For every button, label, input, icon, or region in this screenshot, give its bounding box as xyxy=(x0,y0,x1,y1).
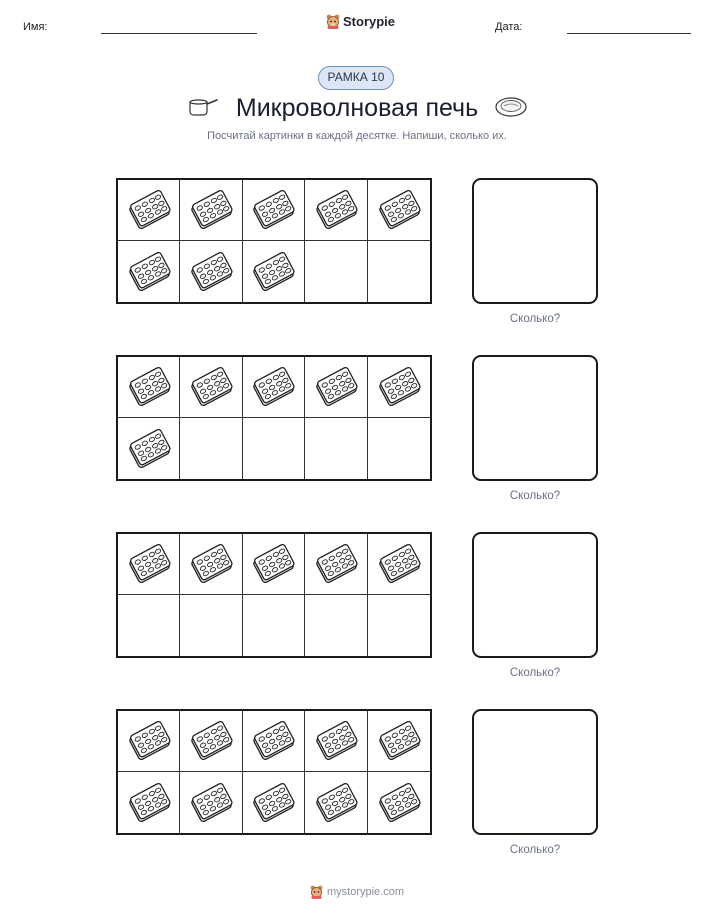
frame-cell xyxy=(118,534,180,595)
baking-tray-icon xyxy=(376,544,422,584)
frame-cell xyxy=(180,180,242,241)
frame-cell xyxy=(118,595,180,656)
frame-cell xyxy=(118,711,180,772)
frame-cell xyxy=(305,357,367,418)
answer-box-4[interactable] xyxy=(472,709,598,835)
baking-tray-icon xyxy=(376,783,422,823)
frame-cell xyxy=(305,241,367,302)
ten-frame-4 xyxy=(116,709,432,835)
baking-tray-icon xyxy=(313,190,359,230)
frame-cell xyxy=(180,241,242,302)
baking-tray-icon xyxy=(313,783,359,823)
frame-cell xyxy=(180,534,242,595)
frame-cell xyxy=(243,180,305,241)
ten-frame-2 xyxy=(116,355,432,481)
answer-label-2: Сколько? xyxy=(509,490,561,502)
frame-cell xyxy=(180,711,242,772)
baking-tray-icon xyxy=(126,190,172,230)
answer-label-1: Сколько? xyxy=(509,313,561,325)
footer xyxy=(0,884,714,899)
storypie-mascot-icon xyxy=(326,13,340,29)
baking-tray-icon xyxy=(250,721,296,761)
baking-tray-icon xyxy=(313,721,359,761)
baking-tray-icon xyxy=(188,252,234,292)
baking-tray-icon xyxy=(126,429,172,469)
frame-cell xyxy=(243,418,305,479)
name-line[interactable] xyxy=(101,33,257,34)
answer-label-4: Сколько? xyxy=(509,844,561,856)
baking-tray-icon xyxy=(188,190,234,230)
logo-text: Storypie xyxy=(343,13,396,29)
bowl-icon xyxy=(494,96,528,120)
frame-cell xyxy=(118,357,180,418)
baking-tray-icon xyxy=(126,721,172,761)
storypie-mascot-icon xyxy=(310,884,323,899)
baking-tray-icon xyxy=(250,252,296,292)
frame-cell xyxy=(243,357,305,418)
name-label: Имя: xyxy=(23,21,48,33)
frame-cell xyxy=(180,595,242,656)
frame-cell xyxy=(243,534,305,595)
baking-tray-icon xyxy=(250,783,296,823)
frame-cell xyxy=(243,772,305,833)
frame-cell xyxy=(368,241,430,302)
baking-tray-icon xyxy=(250,367,296,407)
frame-cell xyxy=(305,418,367,479)
frame-cell xyxy=(368,595,430,656)
baking-tray-icon xyxy=(188,367,234,407)
frame-cell xyxy=(243,241,305,302)
frame-cell xyxy=(118,772,180,833)
frame-cell xyxy=(305,534,367,595)
frame-cell xyxy=(368,418,430,479)
frame-cell xyxy=(305,180,367,241)
frame-cell xyxy=(305,711,367,772)
frame-cell xyxy=(368,534,430,595)
baking-tray-icon xyxy=(250,544,296,584)
frame-badge: РАМКА 10 xyxy=(318,66,394,90)
date-line[interactable] xyxy=(567,33,691,34)
frame-cell xyxy=(368,772,430,833)
frame-cell xyxy=(305,772,367,833)
frame-cell xyxy=(180,357,242,418)
frame-cell xyxy=(180,772,242,833)
frame-cell xyxy=(243,595,305,656)
baking-tray-icon xyxy=(126,367,172,407)
frame-cell xyxy=(305,595,367,656)
frame-cell xyxy=(368,711,430,772)
answer-box-2[interactable] xyxy=(472,355,598,481)
answer-box-1[interactable] xyxy=(472,178,598,304)
baking-tray-icon xyxy=(188,544,234,584)
baking-tray-icon xyxy=(126,544,172,584)
answer-box-3[interactable] xyxy=(472,532,598,658)
instructions: Посчитай картинки в каждой десятке. Напиши, сколько их. xyxy=(207,130,507,142)
frame-cell xyxy=(180,418,242,479)
baking-tray-icon xyxy=(313,367,359,407)
frame-cell xyxy=(118,241,180,302)
baking-tray-icon xyxy=(376,190,422,230)
baking-tray-icon xyxy=(376,721,422,761)
ten-frame-3 xyxy=(116,532,432,658)
storypie-logo xyxy=(326,13,395,29)
baking-tray-icon xyxy=(126,783,172,823)
page-title: Микроволновая печь xyxy=(235,94,479,122)
answer-label-3: Сколько? xyxy=(509,667,561,679)
frame-cell xyxy=(243,711,305,772)
baking-tray-icon xyxy=(250,190,296,230)
frame-cell xyxy=(118,180,180,241)
date-label: Дата: xyxy=(495,21,523,33)
baking-tray-icon xyxy=(313,544,359,584)
baking-tray-icon xyxy=(126,252,172,292)
baking-tray-icon xyxy=(376,367,422,407)
frame-cell xyxy=(118,418,180,479)
baking-tray-icon xyxy=(188,783,234,823)
frame-cell xyxy=(368,180,430,241)
ten-frame-1 xyxy=(116,178,432,304)
baking-tray-icon xyxy=(188,721,234,761)
footer-site[interactable]: mystorypie.com xyxy=(326,885,405,898)
frame-cell xyxy=(368,357,430,418)
